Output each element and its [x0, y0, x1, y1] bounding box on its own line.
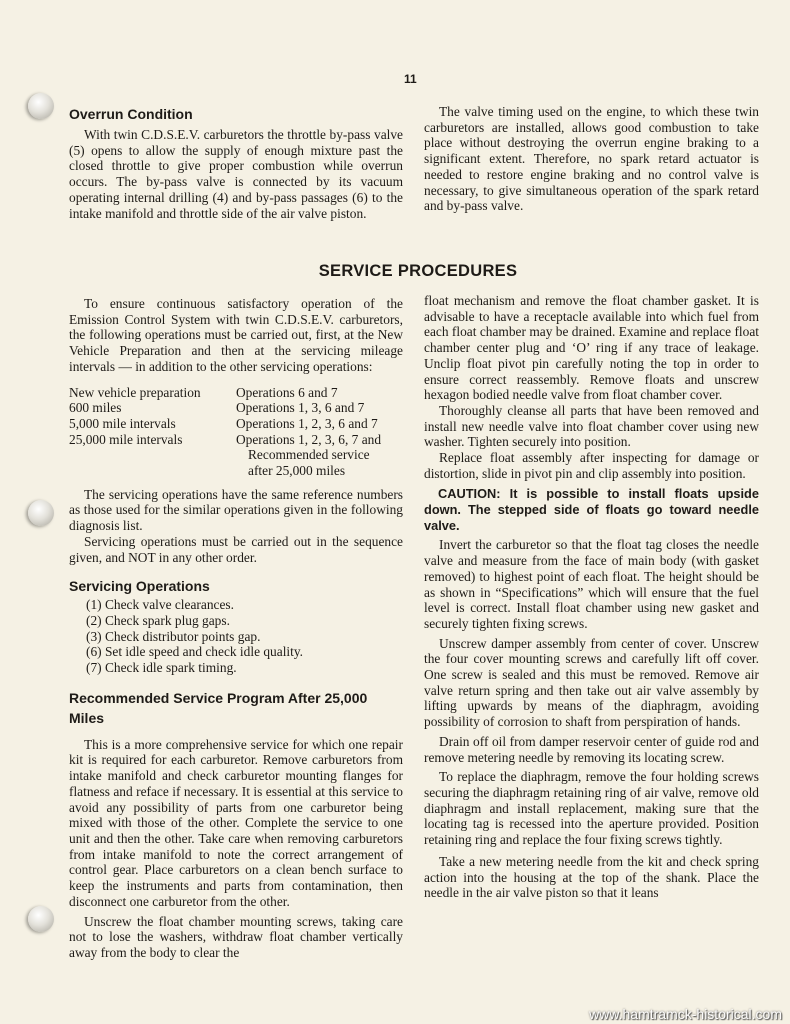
list-item: (7) Check idle spark timing.: [86, 660, 237, 676]
servicing-operations-list: [69, 597, 403, 676]
cleanse-text: Thoroughly cleanse all parts that have been removed and install new needle valve into float chamber cover using new washer. Tighten securely into position.: [424, 402, 759, 450]
list-item: (3) Check distributor points gap.: [86, 628, 261, 644]
valve-timing-section: [424, 104, 759, 214]
schedule-interval: New vehicle preparation: [69, 384, 201, 400]
diaphragm-text: To replace the diaphragm, remove the four holding screws securing the diaphragm retaining ring of air valve, remove old diaphragm and install replacement, making sure that the locating tag is recessed into the aperture provided. Position retaining ring and replace the four fixing screws tightly.: [424, 769, 759, 848]
schedule-operations: Operations 6 and 7: [236, 384, 338, 400]
metering-needle-text: Take a new metering needle from the kit and check spring action into the housing at the top of the shank. Place the needle in the air valve piston so that it leans: [424, 853, 759, 901]
schedule-note: after 25,000 miles: [248, 463, 346, 479]
left-column: [69, 296, 403, 961]
schedule-row: [69, 385, 381, 401]
schedule-operations-cell: [236, 432, 381, 479]
overrun-section: [69, 106, 403, 221]
sequence-text: Servicing operations must be carried out in the sequence given, and NOT in any other order.: [69, 533, 403, 565]
caution-note: CAUTION: It is possible to install floats upside down. The stepped side of floats go toward needle valve.: [424, 486, 759, 534]
program-heading: Recommended Service Program After 25,000 Miles: [69, 689, 368, 726]
binder-hole: [28, 906, 54, 932]
reference-numbers-text: The servicing operations have the same reference numbers as those used for the similar operations given in the following diagnosis list.: [69, 486, 403, 534]
servicing-operations-heading: Servicing Operations: [69, 578, 210, 595]
invert-text: Invert the carburetor so that the float tag closes the needle valve and measure from the face of main body (with gasket removed) to highest point of each float. The height should be as shown in “Specifications” which will ensure that the fuel level is correct. Install float chamber using new gasket and securely tighten fixing screws.: [424, 537, 759, 631]
drain-text: Drain off oil from damper reservoir center of guide rod and remove metering needle by removing its locating screw.: [424, 733, 759, 765]
float-mechanism-text: float mechanism and remove the float chamber gasket. It is advisable to have a receptacle available into which fuel from each float chamber may be drained. Examine and replace float chamber center plug and ‘O’ ring if any trace of leakage. Unclip float pivot pin carefully noting the top in order to ensure correct reassembly. Remove floats and unscrew hexagon bodied needle valve from float chamber cover.: [424, 293, 759, 403]
watermark: www.hamtramck-historical.com: [589, 1006, 782, 1022]
schedule-row: [69, 432, 381, 479]
valve-timing-text: The valve timing used on the engine, to which these twin carburetors are installed, allows good combustion to take place without destroying the overrun engine braking to a significant extent. Therefore, no spark retard actuator is needed to restore engine braking and no control valve is necessary, to give simultaneous operation of the spark retard and by-pass valve.: [424, 104, 759, 214]
schedule-table: [69, 385, 381, 479]
list-item: (6) Set idle speed and check idle quality.: [86, 644, 304, 660]
list-item: (1) Check valve clearances.: [86, 597, 234, 613]
intro-text: To ensure continuous satisfactory operation of the Emission Control System with twin C.D.S.E.V. carburetors, the following operations must be carried out, first, at the New Vehicle Preparation and then at the servicing mileage intervals — in addition to the other servicing operations:: [69, 296, 403, 374]
overrun-text: With twin C.D.S.E.V. carburetors the throttle by-pass valve (5) opens to allow the supply of enough mixture past the closed throttle to give proper combustion while overrun occurs. The by-pass valve is connected by its vacuum operating internal drilling (4) and by-pass passages (6) to the intake manifold and throttle side of the air valve piston.: [69, 127, 403, 221]
program-text: This is a more comprehensive service for which one repair kit is required for each carburetor. Remove carburetors from intake manifold and check carburetor mounting flanges for flatness and reface if necessary. It is essential at this service to avoid any possibility of parts from one carburetor being mixed with those of the other. Complete the service to one unit and then the other. Take care when removing carburetors from intake manifold to note the correct arrangement of control gear. Place carburetors on a clean bench surface to keep the instruments and parts from contamination, then disconnect one carburetor from the other.: [69, 736, 403, 909]
schedule-interval: 5,000 mile intervals: [69, 415, 176, 431]
schedule-operations: Operations 1, 2, 3, 6 and 7: [236, 415, 378, 431]
list-item: (2) Check spark plug gaps.: [86, 612, 230, 628]
binder-hole: [28, 500, 54, 526]
overrun-heading: Overrun Condition: [69, 106, 193, 122]
section-title: SERVICE PROCEDURES: [318, 262, 518, 280]
float-assembly-text: Replace float assembly after inspecting for damage or distortion, slide in pivot pin and clip assembly into position.: [424, 450, 759, 481]
page-number: 11: [404, 72, 417, 86]
schedule-interval: 25,000 mile intervals: [69, 431, 183, 447]
damper-text: Unscrew damper assembly from center of cover. Unscrew the four cover mounting screws and carefully lift off cover. One screw is sealed and this must be removed. Remove air valve return spring and then take out air valve assembly by lifting upwards by means of the diaphragm, avoiding possibility of corrosion to shaft from perspiration of hands.: [424, 635, 759, 730]
schedule-operations: Operations 1, 2, 3, 6, 7 and: [236, 431, 382, 447]
schedule-operations: Operations 1, 3, 6 and 7: [236, 400, 365, 416]
schedule-row: [69, 416, 381, 432]
right-column: [424, 293, 759, 901]
schedule-interval: 600 miles: [69, 400, 122, 416]
program-text: Unscrew the float chamber mounting screws, taking care not to lose the washers, withdraw float chamber vertically away from the body to clear the: [69, 913, 403, 960]
schedule-note: Recommended service: [248, 447, 370, 463]
schedule-row: [69, 400, 381, 416]
binder-hole: [28, 93, 54, 119]
